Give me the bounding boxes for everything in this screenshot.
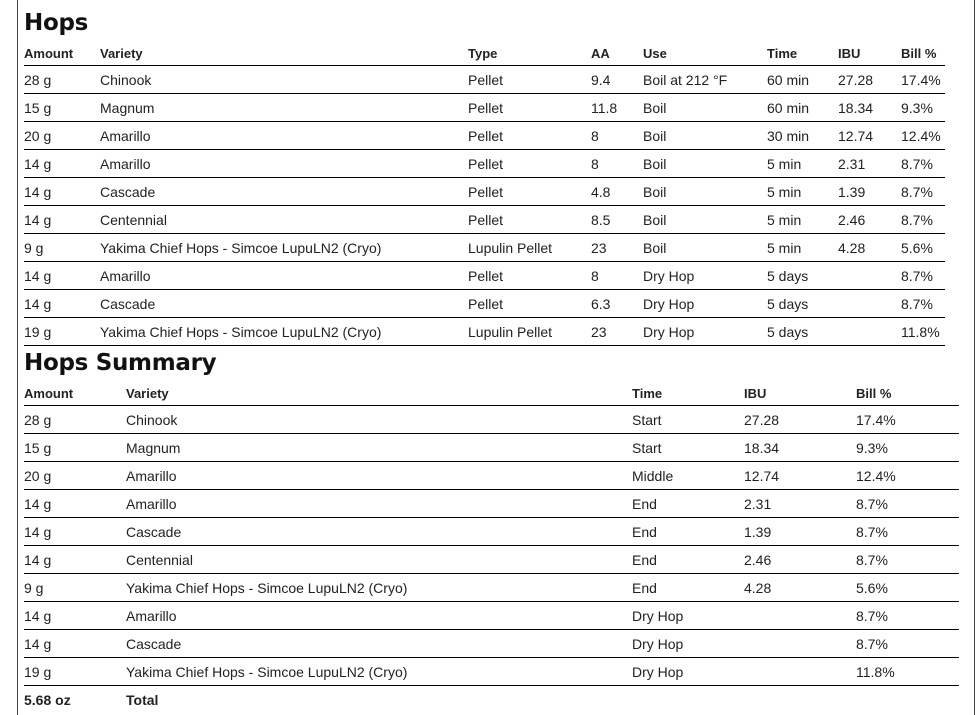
cell-use: Boil bbox=[643, 178, 767, 206]
cell-variety: Amarillo bbox=[126, 602, 632, 630]
cell-aa: 9.4 bbox=[591, 66, 643, 94]
cell-amount: 14 g bbox=[24, 602, 126, 630]
cell-type: Pellet bbox=[468, 150, 591, 178]
cell-aa: 23 bbox=[591, 234, 643, 262]
column-header-amount: Amount bbox=[24, 38, 100, 66]
cell-bill-percent: 8.7% bbox=[856, 630, 959, 658]
cell-type: Pellet bbox=[468, 178, 591, 206]
cell-aa: 8 bbox=[591, 262, 643, 290]
cell-variety: Magnum bbox=[100, 94, 468, 122]
cell-variety: Cascade bbox=[126, 630, 632, 658]
cell-type: Pellet bbox=[468, 206, 591, 234]
cell-amount: 28 g bbox=[24, 66, 100, 94]
cell-variety: Magnum bbox=[126, 434, 632, 462]
cell-time: Start bbox=[632, 406, 744, 434]
cell-time: 5 min bbox=[767, 206, 838, 234]
cell-bill-percent: 11.8% bbox=[901, 318, 945, 346]
cell-type: Lupulin Pellet bbox=[468, 234, 591, 262]
column-header-type: Type bbox=[468, 38, 591, 66]
cell-amount: 14 g bbox=[24, 206, 100, 234]
cell-variety: Cascade bbox=[126, 518, 632, 546]
cell-use: Boil bbox=[643, 206, 767, 234]
cell-time: 5 min bbox=[767, 178, 838, 206]
cell-bill-percent: 9.3% bbox=[901, 94, 945, 122]
cell-time: End bbox=[632, 490, 744, 518]
cell-amount: 19 g bbox=[24, 658, 126, 686]
cell-amount: 15 g bbox=[24, 434, 126, 462]
table-row bbox=[24, 630, 959, 658]
column-header-time: Time bbox=[767, 38, 838, 66]
cell-type: Pellet bbox=[468, 122, 591, 150]
cell-type: Pellet bbox=[468, 262, 591, 290]
cell-amount: 14 g bbox=[24, 262, 100, 290]
total-empty-cell bbox=[744, 686, 856, 714]
cell-aa: 23 bbox=[591, 318, 643, 346]
cell-bill-percent: 12.4% bbox=[856, 462, 959, 490]
cell-amount: 14 g bbox=[24, 178, 100, 206]
cell-time: 60 min bbox=[767, 66, 838, 94]
cell-bill-percent: 12.4% bbox=[901, 122, 945, 150]
cell-ibu: 18.34 bbox=[838, 94, 901, 122]
cell-ibu: 4.28 bbox=[744, 574, 856, 602]
cell-ibu bbox=[744, 630, 856, 658]
cell-variety: Cascade bbox=[100, 290, 468, 318]
cell-time: 5 days bbox=[767, 290, 838, 318]
hops-title: Hops bbox=[24, 10, 89, 36]
cell-amount: 28 g bbox=[24, 406, 126, 434]
cell-time: Middle bbox=[632, 462, 744, 490]
cell-bill-percent: 11.8% bbox=[856, 658, 959, 686]
summary-rows bbox=[24, 406, 959, 714]
cell-amount: 9 g bbox=[24, 234, 100, 262]
cell-bill-percent: 5.6% bbox=[901, 234, 945, 262]
cell-variety: Yakima Chief Hops - Simcoe LupuLN2 (Cryo) bbox=[126, 658, 632, 686]
cell-bill-percent: 8.7% bbox=[901, 178, 945, 206]
cell-ibu bbox=[744, 658, 856, 686]
summary-header-row bbox=[24, 378, 959, 406]
cell-type: Pellet bbox=[468, 94, 591, 122]
table-row bbox=[24, 602, 959, 630]
cell-aa: 6.3 bbox=[591, 290, 643, 318]
cell-aa: 4.8 bbox=[591, 178, 643, 206]
cell-bill-percent: 8.7% bbox=[901, 206, 945, 234]
total-empty-cell bbox=[632, 686, 744, 714]
cell-bill-percent: 8.7% bbox=[901, 262, 945, 290]
cell-ibu: 27.28 bbox=[744, 406, 856, 434]
table-row bbox=[24, 518, 959, 546]
cell-time: End bbox=[632, 518, 744, 546]
cell-bill-percent: 8.7% bbox=[901, 150, 945, 178]
cell-bill-percent: 5.6% bbox=[856, 574, 959, 602]
cell-time: 30 min bbox=[767, 122, 838, 150]
cell-amount: 14 g bbox=[24, 546, 126, 574]
cell-amount: 14 g bbox=[24, 630, 126, 658]
total-label: Total bbox=[126, 691, 159, 708]
cell-variety: Amarillo bbox=[126, 462, 632, 490]
cell-ibu: 2.46 bbox=[838, 206, 901, 234]
hops-header-row bbox=[24, 38, 945, 66]
cell-time: 5 min bbox=[767, 150, 838, 178]
hops-rows bbox=[24, 66, 945, 346]
cell-amount: 19 g bbox=[24, 318, 100, 346]
cell-time: Dry Hop bbox=[632, 602, 744, 630]
cell-time: 60 min bbox=[767, 94, 838, 122]
table-row bbox=[24, 66, 945, 94]
cell-bill-percent: 17.4% bbox=[901, 66, 945, 94]
table-row bbox=[24, 94, 945, 122]
table-row bbox=[24, 546, 959, 574]
cell-type: Lupulin Pellet bbox=[468, 318, 591, 346]
cell-time: Dry Hop bbox=[632, 658, 744, 686]
cell-variety: Centennial bbox=[126, 546, 632, 574]
cell-bill-percent: 8.7% bbox=[856, 490, 959, 518]
cell-time: 5 min bbox=[767, 234, 838, 262]
column-header-bill-percent: Bill % bbox=[901, 38, 945, 66]
cell-variety: Yakima Chief Hops - Simcoe LupuLN2 (Cryo) bbox=[100, 234, 468, 262]
table-row bbox=[24, 150, 945, 178]
table-row bbox=[24, 658, 959, 686]
column-header-ibu: IBU bbox=[838, 38, 901, 66]
cell-ibu bbox=[838, 318, 901, 346]
total-row bbox=[24, 686, 959, 714]
cell-ibu: 1.39 bbox=[744, 518, 856, 546]
cell-variety: Chinook bbox=[126, 406, 632, 434]
table-row bbox=[24, 406, 959, 434]
cell-time: Start bbox=[632, 434, 744, 462]
cell-use: Boil bbox=[643, 122, 767, 150]
cell-use: Dry Hop bbox=[643, 290, 767, 318]
table-row bbox=[24, 262, 945, 290]
cell-use: Dry Hop bbox=[643, 262, 767, 290]
cell-bill-percent: 8.7% bbox=[856, 518, 959, 546]
cell-time: 5 days bbox=[767, 318, 838, 346]
cell-amount: 9 g bbox=[24, 574, 126, 602]
cell-amount: 15 g bbox=[24, 94, 100, 122]
cell-amount: 14 g bbox=[24, 518, 126, 546]
table-row bbox=[24, 290, 945, 318]
column-header-aa: AA bbox=[591, 38, 643, 66]
cell-ibu: 27.28 bbox=[838, 66, 901, 94]
cell-variety: Amarillo bbox=[126, 490, 632, 518]
cell-aa: 8 bbox=[591, 150, 643, 178]
cell-bill-percent: 17.4% bbox=[856, 406, 959, 434]
cell-variety: Amarillo bbox=[100, 262, 468, 290]
table-row bbox=[24, 318, 945, 346]
cell-ibu: 1.39 bbox=[838, 178, 901, 206]
cell-aa: 11.8 bbox=[591, 94, 643, 122]
cell-ibu: 2.46 bbox=[744, 546, 856, 574]
cell-ibu bbox=[744, 602, 856, 630]
cell-time: End bbox=[632, 546, 744, 574]
column-header-use: Use bbox=[643, 38, 767, 66]
total-empty-cell bbox=[856, 686, 959, 714]
cell-ibu: 12.74 bbox=[744, 462, 856, 490]
cell-time: Dry Hop bbox=[632, 630, 744, 658]
summary-title: Hops Summary bbox=[24, 350, 217, 376]
cell-bill-percent: 8.7% bbox=[856, 602, 959, 630]
table-row bbox=[24, 462, 959, 490]
column-header-bill-percent: Bill % bbox=[856, 378, 959, 406]
column-header-ibu: IBU bbox=[744, 378, 856, 406]
cell-variety: Chinook bbox=[100, 66, 468, 94]
column-header-time: Time bbox=[632, 378, 744, 406]
cell-time: 5 days bbox=[767, 262, 838, 290]
cell-ibu: 2.31 bbox=[744, 490, 856, 518]
cell-use: Boil at 212 °F bbox=[643, 66, 767, 94]
cell-use: Boil bbox=[643, 234, 767, 262]
cell-variety: Yakima Chief Hops - Simcoe LupuLN2 (Cryo) bbox=[126, 574, 632, 602]
cell-aa: 8 bbox=[591, 122, 643, 150]
cell-bill-percent: 9.3% bbox=[856, 434, 959, 462]
table-row bbox=[24, 490, 959, 518]
cell-ibu: 12.74 bbox=[838, 122, 901, 150]
table-row bbox=[24, 574, 959, 602]
cell-use: Dry Hop bbox=[643, 318, 767, 346]
cell-variety: Yakima Chief Hops - Simcoe LupuLN2 (Cryo) bbox=[100, 318, 468, 346]
cell-time: End bbox=[632, 574, 744, 602]
cell-type: Pellet bbox=[468, 290, 591, 318]
table-row bbox=[24, 234, 945, 262]
cell-ibu bbox=[838, 290, 901, 318]
cell-ibu: 4.28 bbox=[838, 234, 901, 262]
cell-ibu: 2.31 bbox=[838, 150, 901, 178]
hops-summary-table bbox=[24, 378, 959, 713]
table-row bbox=[24, 122, 945, 150]
cell-amount: 14 g bbox=[24, 290, 100, 318]
cell-aa: 8.5 bbox=[591, 206, 643, 234]
table-row bbox=[24, 178, 945, 206]
table-row bbox=[24, 206, 945, 234]
cell-ibu: 18.34 bbox=[744, 434, 856, 462]
total-amount: 5.68 oz bbox=[24, 691, 71, 708]
cell-amount: 14 g bbox=[24, 490, 126, 518]
cell-amount: 20 g bbox=[24, 462, 126, 490]
hops-table bbox=[24, 38, 945, 346]
cell-amount: 20 g bbox=[24, 122, 100, 150]
cell-variety: Centennial bbox=[100, 206, 468, 234]
cell-variety: Amarillo bbox=[100, 150, 468, 178]
cell-use: Boil bbox=[643, 150, 767, 178]
cell-bill-percent: 8.7% bbox=[901, 290, 945, 318]
cell-variety: Cascade bbox=[100, 178, 468, 206]
cell-bill-percent: 8.7% bbox=[856, 546, 959, 574]
table-row bbox=[24, 434, 959, 462]
cell-type: Pellet bbox=[468, 66, 591, 94]
cell-variety: Amarillo bbox=[100, 122, 468, 150]
cell-ibu bbox=[838, 262, 901, 290]
cell-use: Boil bbox=[643, 94, 767, 122]
column-header-variety: Variety bbox=[100, 38, 468, 66]
cell-amount: 14 g bbox=[24, 150, 100, 178]
column-header-variety: Variety bbox=[126, 378, 632, 406]
column-header-amount: Amount bbox=[24, 378, 126, 406]
